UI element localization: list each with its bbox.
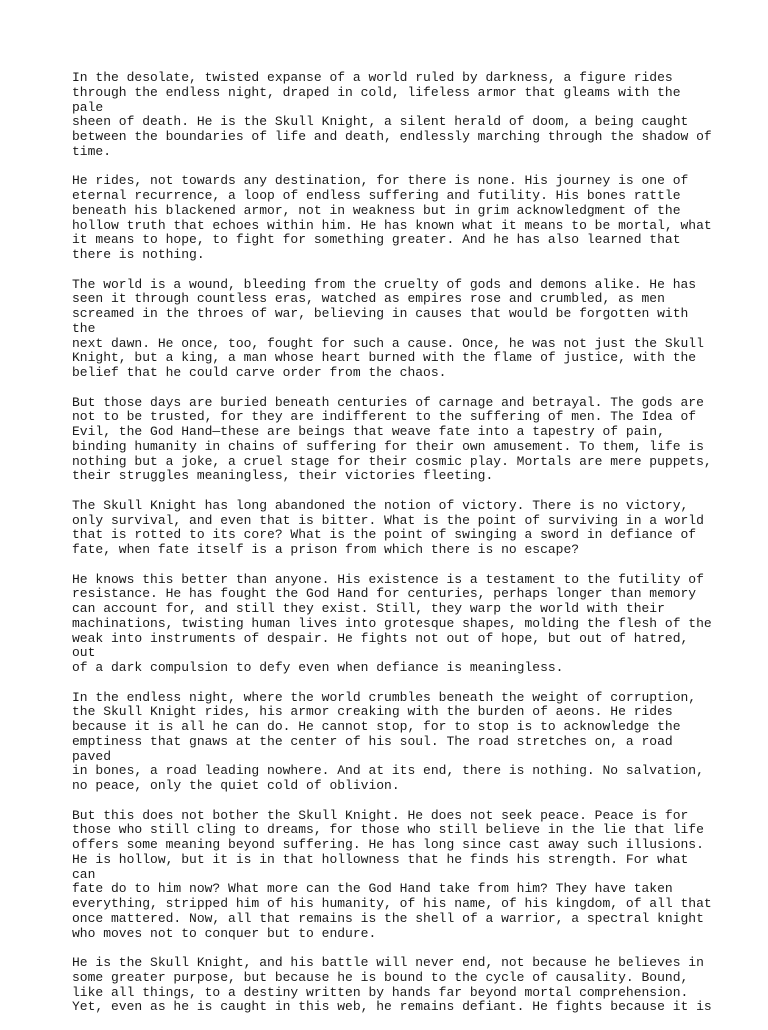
paragraph-3: The world is a wound, bleeding from the cruelty of gods and demons alike. He has seen it through countless eras, watched as empires rose and crumbled, as men screamed in the throes of war, believing in causes that would be forgotten with the next dawn. He once, too, fought for such a cause. Once, he was not just the Skull Knight, but a king, a man whose heart burned with the flame of justice, with the belief that he could carve order from the chaos. bbox=[72, 276, 704, 380]
paragraph-2: He rides, not towards any destination, for there is none. His journey is one of eternal recurrence, a loop of endless suffering and futility. His bones rattle beneath his blackened armor, not in weakness but in grim acknowledgment of the hollow truth that echoes within him. He has known what it means to be mortal, what it means to hope, to fight for something greater. And he has also learned that there is nothing. bbox=[72, 173, 712, 262]
paragraph-8: But this does not bother the Skull Knight. He does not seek peace. Peace is for those who still cling to dreams, for those who still believe in the lie that life offers some meaning beyond suffering. He has long since cast away such illusions. He is hollow, but it is in that hollowness that he finds his strength. For what can fate do to him now? What more can the God Hand take from him? They have taken everything, stripped him of his humanity, of his name, of his kingdom, of all that once mattered. Now, all that remains is the shell of a warrior, a spectral knight who moves not to conquer but to endure. bbox=[72, 807, 712, 941]
paragraph-9: He is the Skull Knight, and his battle will never end, not because he believes in some greater purpose, but because he is bound to the cycle of causality. Bound, like all things, to a destiny written by hands far beyond mortal comprehension. Yet, even as he is caught in this web, he remains defiant. He fights because it is bbox=[72, 955, 712, 1015]
paragraph-7: In the endless night, where the world crumbles beneath the weight of corruption, the Skull Knight rides, his armor creaking with the burden of aeons. He rides because it is all he can do. He cannot stop, for to stop is to acknowledge the emptiness that gnaws at the center of his soul. The road stretches on, a road paved in bones, a road leading nowhere. And at its end, there is nothing. No salvation, no peace, only the quiet cold of oblivion. bbox=[72, 689, 704, 793]
paragraph-5: The Skull Knight has long abandoned the notion of victory. There is no victory, only survival, and even that is bitter. What is the point of surviving in a world that is rotted to its core? What is the point of swinging a sword in defiance of fate, when fate itself is a prison from which there is no escape? bbox=[72, 497, 704, 557]
document-page bbox=[72, 71, 712, 1030]
paragraph-4: But those days are buried beneath centuries of carnage and betrayal. The gods are not to be trusted, for they are indifferent to the suffering of men. The Idea of Evil, the God Hand—these are beings that weave fate into a tapestry of pain, binding humanity in chains of suffering for their own amusement. To them, life is nothing but a joke, a cruel stage for their cosmic play. Mortals are mere puppets, their struggles meaningless, their victories fleeting. bbox=[72, 394, 712, 484]
paragraph-6: He knows this better than anyone. His existence is a testament to the futility of resistance. He has fought the God Hand for centuries, perhaps longer than memory can account for, and still they exist. Still, they warp the world with their machinations, twisting human lives into grotesque shapes, molding the flesh of the weak into instruments of despair. He fights not out of hope, but out of hatred, out of a dark compulsion to defy even when defiance is meaningless. bbox=[72, 571, 712, 675]
paragraph-1: In the desolate, twisted expanse of a world ruled by darkness, a figure rides through the endless night, draped in cold, lifeless armor that gleams with the pale sheen of death. He is the Skull Knight, a silent herald of doom, a being caught between the boundaries of life and death, endlessly marching through the shadow of time. bbox=[72, 70, 712, 159]
